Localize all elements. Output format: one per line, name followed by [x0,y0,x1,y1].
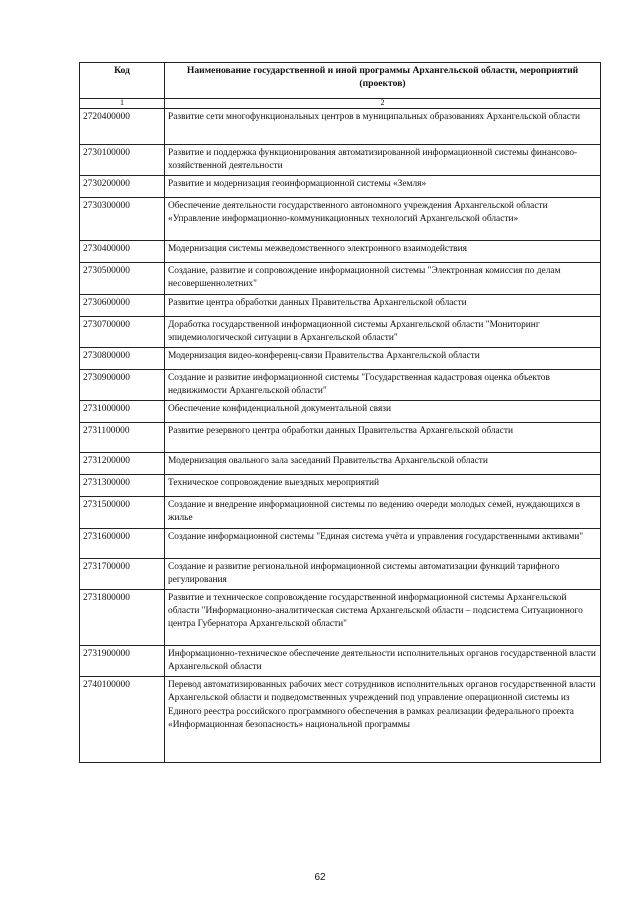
row-code: 2730400000 [80,241,165,263]
table-row [80,369,601,400]
row-code: 2730700000 [80,316,165,347]
row-code: 2731600000 [80,528,165,558]
row-code: 2731300000 [80,475,165,497]
table-row [80,558,601,589]
row-name: Создание и развитие региональной информационной системы автоматизации функций тарифного регулирования [165,558,601,589]
row-name: Развитие и модернизация геоинформационной системы «Земля» [165,176,601,198]
row-code: 2730100000 [80,145,165,176]
row-name: Создание, развитие и сопровождение информационной системы "Электронная комиссия по делам несовершеннолетних" [165,263,601,294]
row-name: Развитие резервного центра обработки данных Правительства Архангельской области [165,423,601,453]
header-name: Наименование государственной и иной программы Архангельской области, мероприятий (проектов) [165,63,601,99]
table-row [80,109,601,145]
row-name: Модернизация овального зала заседаний Правительства Архангельской области [165,453,601,475]
table-header-row [80,63,601,99]
header-code: Код [80,63,165,99]
row-name: Обеспечение конфиденциальной документальной связи [165,401,601,423]
table-row [80,475,601,497]
table-row [80,528,601,558]
column-number-2: 2 [165,99,601,109]
table-row [80,497,601,528]
table-row [80,316,601,347]
table-row [80,198,601,241]
row-code: 2730800000 [80,347,165,369]
row-code: 2731900000 [80,645,165,676]
row-code: 2730500000 [80,263,165,294]
table-row [80,347,601,369]
table-row [80,645,601,676]
row-name: Создание и развитие информационной системы "Государственная кадастровая оценка объектов недвижимости Архангельской области" [165,369,601,400]
column-number-row [80,99,601,109]
row-name: Доработка государственной информационной системы Архангельской области "Мониторинг эпидемиологической ситуации в Архангельской области" [165,316,601,347]
table-row [80,241,601,263]
row-code: 2731100000 [80,423,165,453]
row-name: Модернизация системы межведомственного электронного взаимодействия [165,241,601,263]
row-name: Информационно-техническое обеспечение деятельности исполнительных органов государственной власти Архангельской области [165,645,601,676]
row-name: Создание и внедрение информационной системы по ведению очереди молодых семей, нуждающихся в жилье [165,497,601,528]
row-code: 2731000000 [80,401,165,423]
row-code: 2731500000 [80,497,165,528]
row-code: 2720400000 [80,109,165,145]
table-row [80,453,601,475]
table-row [80,677,601,763]
row-code: 2731800000 [80,589,165,645]
table-row [80,589,601,645]
row-name: Развитие сети многофункциональных центров в муниципальных образованиях Архангельской области [165,109,601,145]
row-code: 2731700000 [80,558,165,589]
row-name: Развитие и поддержка функционирования автоматизированной информационной системы финансово-хозяйственной деятельности [165,145,601,176]
column-number-1: 1 [80,99,165,109]
row-name: Создание информационной системы "Единая система учёта и управления государственными активами" [165,528,601,558]
row-name: Обеспечение деятельности государственного автономного учреждения Архангельской области «Управление информационно-коммуникационных технологий Архангельской области» [165,198,601,241]
table-row [80,423,601,453]
table-row [80,176,601,198]
table-row [80,401,601,423]
table-row [80,263,601,294]
page-number: 62 [314,872,326,883]
row-code: 2730200000 [80,176,165,198]
row-name: Модернизация видео-конференц-связи Правительства Архангельской области [165,347,601,369]
row-code: 2730600000 [80,294,165,316]
row-code: 2730300000 [80,198,165,241]
row-name: Перевод автоматизированных рабочих мест сотрудников исполнительных органов государственной власти Архангельской области и подведомственных учреждений под управление операционной системы из Единого реестра российского программного обеспечения в рамках реализации федерального проекта «Информационная безопасность» национальной программы [165,677,601,763]
row-name: Развитие и техническое сопровождение государственной информационной системы Архангельской области "Информационно-аналитическая система Архангельской области – подсистема Ситуационного центра Губернатора Архангельской области" [165,589,601,645]
row-name: Техническое сопровождение выездных мероприятий [165,475,601,497]
row-code: 2730900000 [80,369,165,400]
row-code: 2731200000 [80,453,165,475]
table-row [80,145,601,176]
table-row [80,294,601,316]
budget-classification-table [79,62,601,763]
row-code: 2740100000 [80,677,165,763]
row-name: Развитие центра обработки данных Правительства Архангельской области [165,294,601,316]
